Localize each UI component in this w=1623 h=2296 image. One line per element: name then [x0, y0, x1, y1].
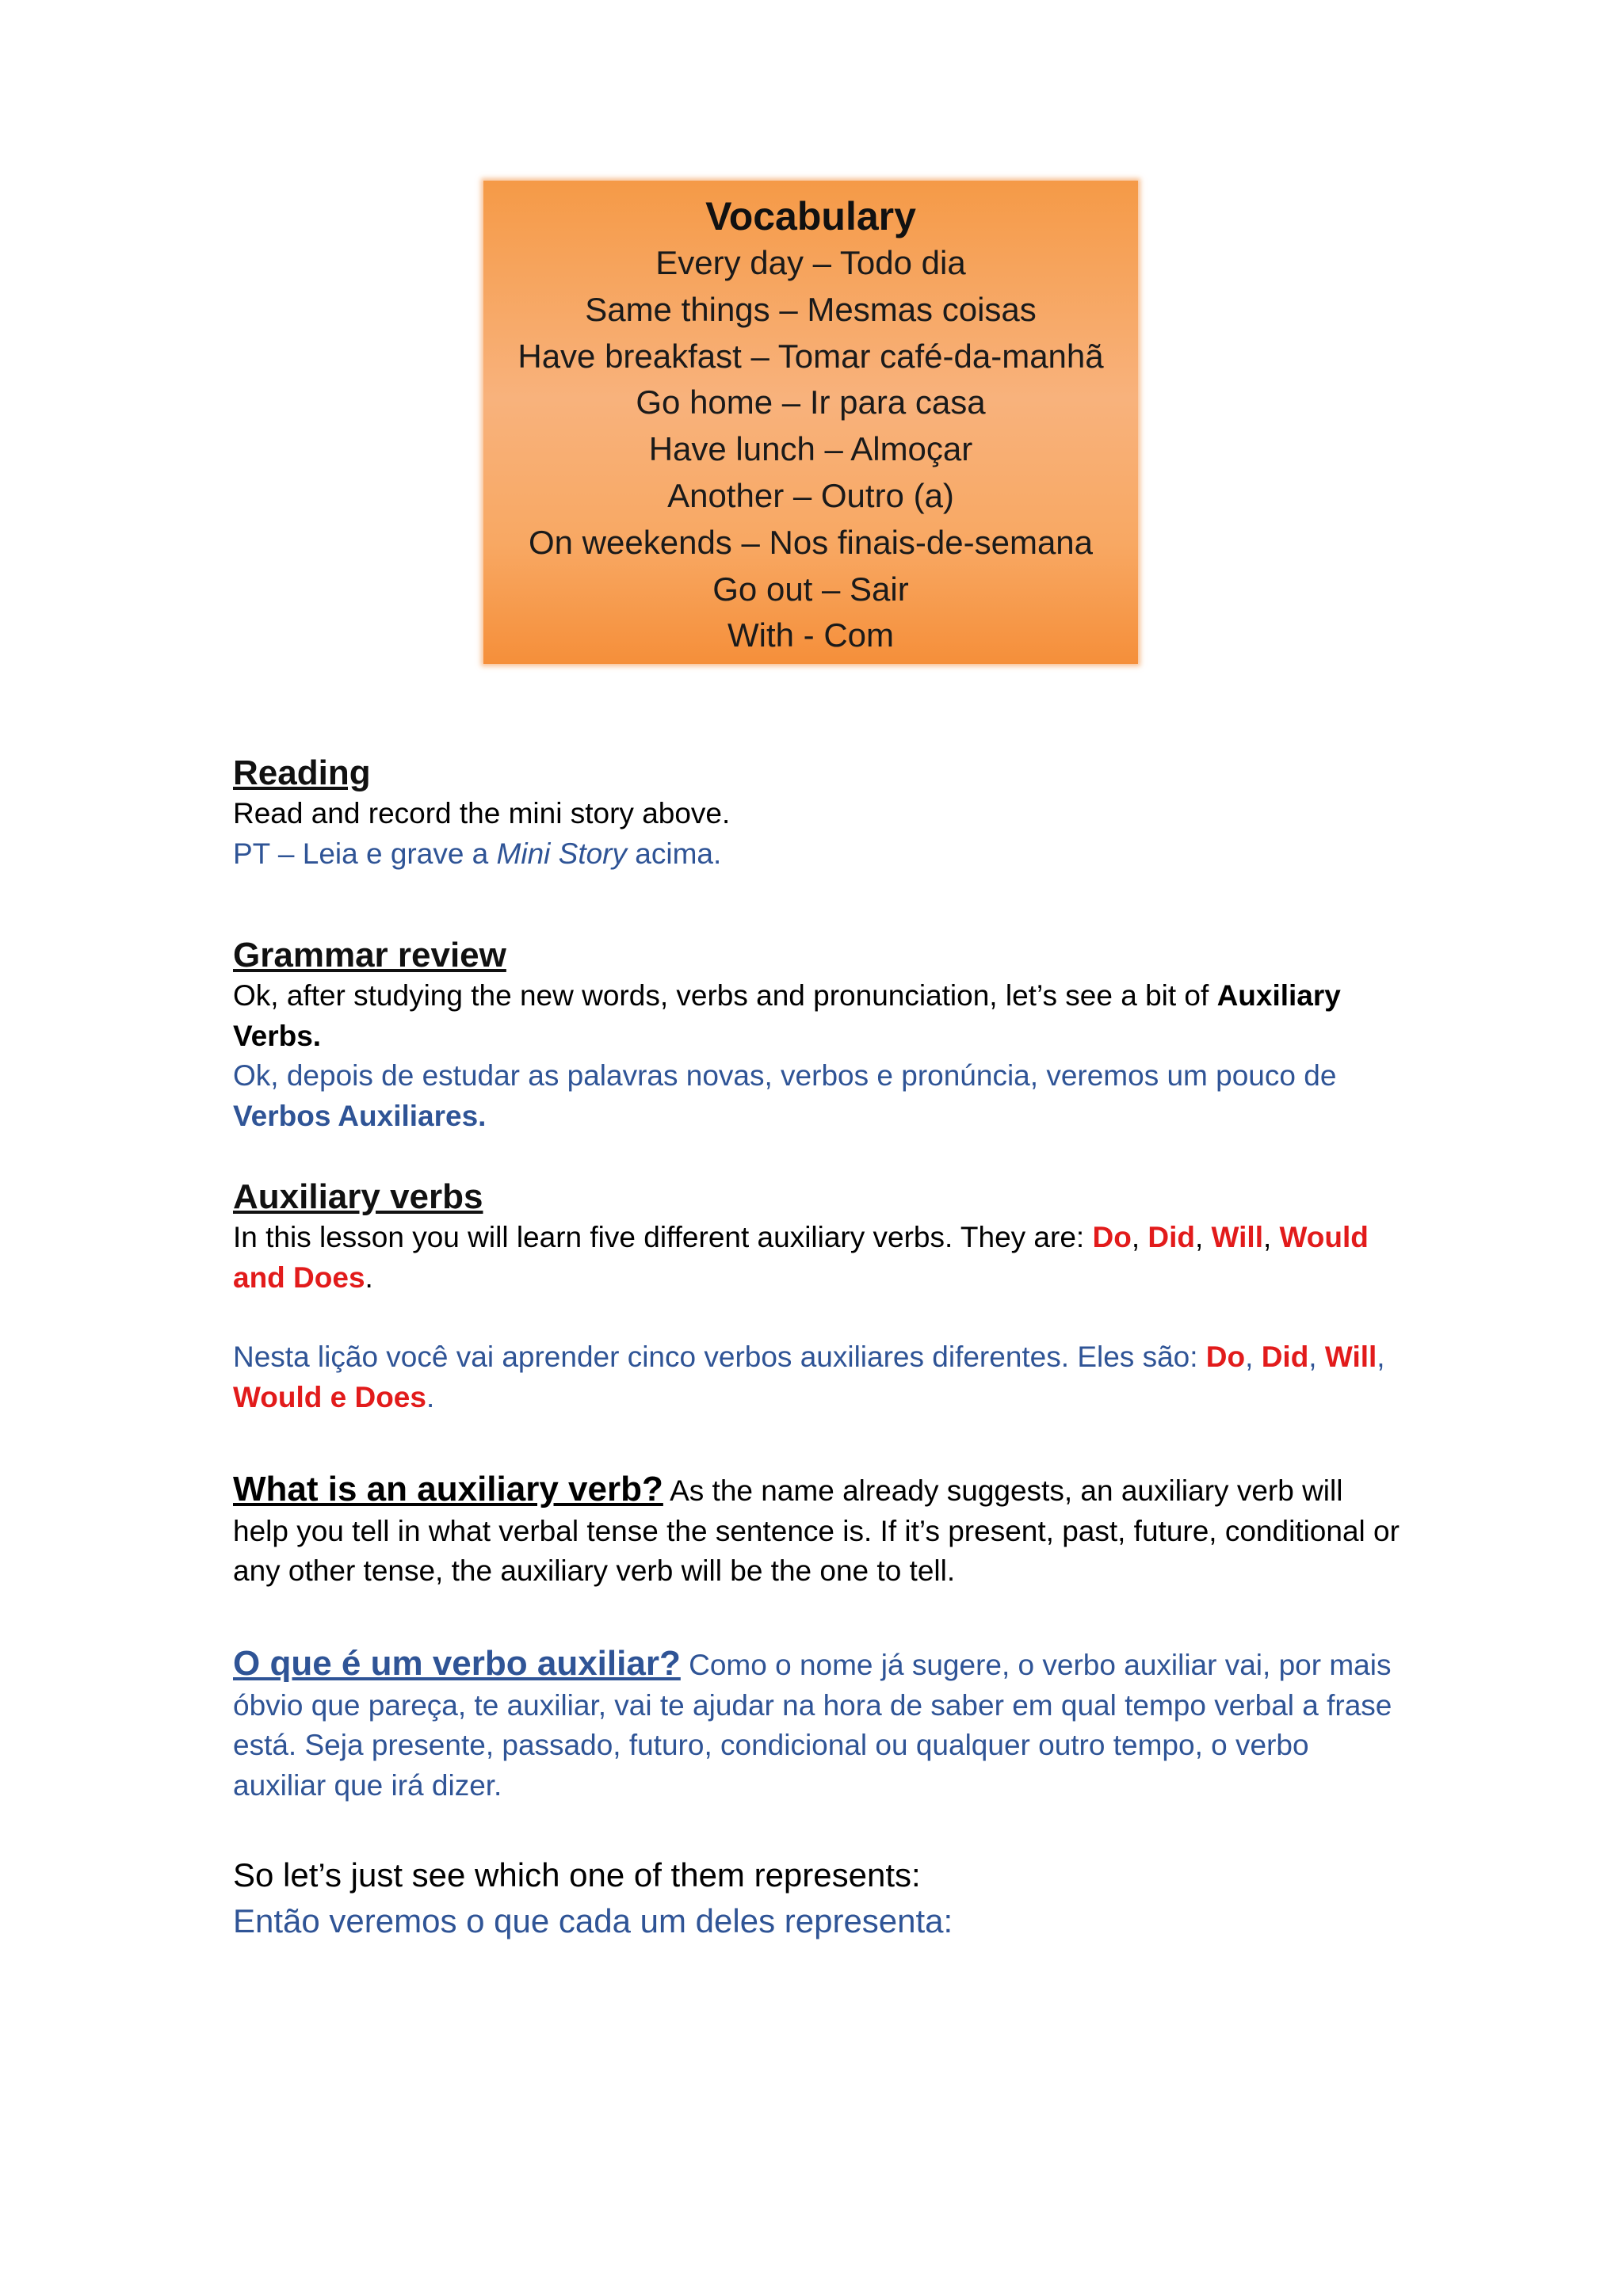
- grammar-review-pt-bold: Verbos Auxiliares.: [233, 1099, 487, 1132]
- reading-pt-prefix: PT – Leia e grave a: [233, 837, 497, 870]
- verb-would-e-does: Would e Does: [233, 1380, 426, 1413]
- what-is-pt: [233, 1644, 1406, 1806]
- auxiliary-verbs-section: [233, 1177, 1406, 1417]
- grammar-review-heading: Grammar review: [233, 936, 506, 974]
- closing-section: [233, 1852, 1406, 1944]
- reading-instruction-pt: [233, 834, 1406, 875]
- vocabulary-item: Have breakfast – Tomar café-da-manhã: [517, 337, 1104, 375]
- reading-pt-suffix: acima.: [627, 837, 722, 870]
- auxiliary-verbs-en: [233, 1218, 1406, 1298]
- what-is-pt-heading: O que é um verbo auxiliar?: [233, 1644, 681, 1683]
- reading-pt-italic: Mini Story: [496, 837, 628, 870]
- grammar-review-en-bold: Auxiliary Verbs.: [233, 979, 1341, 1052]
- what-is-en-text: As the name already suggests, an auxiliary verb will help you tell in what verbal tense the sentence is. If it’s present, past, future, conditional or any other tense, the auxiliary verb will be the one to tell.: [233, 1474, 1400, 1587]
- what-is-pt-paragraph: [233, 1644, 1406, 1806]
- vocabulary-item: Go out – Sair: [712, 570, 909, 608]
- verb-would-does: Would and Does: [233, 1221, 1369, 1294]
- verb-will: Will: [1211, 1221, 1263, 1253]
- period: .: [365, 1261, 373, 1294]
- reading-heading: Reading: [233, 753, 371, 792]
- auxiliary-verbs-en-text: In this lesson you will learn five different auxiliary verbs. They are:: [233, 1221, 1093, 1253]
- comma: ,: [1262, 1221, 1280, 1253]
- what-is-pt-text: Como o nome já sugere, o verbo auxiliar vai, por mais óbvio que pareça, te auxiliar, vai te ajudar na hora de saber em qual tempo verbal a frase está. Seja presente, passado, futuro, condicional ou qualquer outro tempo, o verbo auxiliar que irá dizer.: [233, 1649, 1392, 1802]
- reading-section: [233, 753, 1406, 874]
- auxiliary-verbs-pt-text: Nesta lição você vai aprender cinco verbos auxiliares diferentes. Eles são:: [233, 1341, 1206, 1373]
- vocabulary-item: Have lunch – Almoçar: [648, 430, 973, 468]
- grammar-review-pt: [233, 1056, 1406, 1136]
- vocabulary-box: [483, 181, 1138, 664]
- comma: ,: [1131, 1221, 1148, 1253]
- reading-instruction-en: Read and record the mini story above.: [233, 797, 731, 830]
- comma: ,: [1308, 1341, 1325, 1373]
- what-is-en: [233, 1470, 1406, 1592]
- what-is-en-paragraph: [233, 1470, 1406, 1592]
- auxiliary-verbs-heading: Auxiliary verbs: [233, 1177, 483, 1216]
- vocabulary-item: On weekends – Nos finais-de-semana: [528, 523, 1094, 561]
- auxiliary-verbs-pt: [233, 1337, 1406, 1417]
- comma: ,: [1245, 1341, 1262, 1373]
- comma: ,: [1194, 1221, 1212, 1253]
- closing-pt: Então veremos o que cada um deles representa:: [233, 1902, 953, 1939]
- grammar-review-section: [233, 935, 1406, 1136]
- vocabulary-item: Another – Outro (a): [667, 476, 954, 514]
- vocabulary-item: Go home – Ir para casa: [636, 383, 986, 421]
- grammar-review-en-text: Ok, after studying the new words, verbs and pronunciation, let’s see a bit of: [233, 979, 1217, 1012]
- verb-will: Will: [1324, 1341, 1377, 1373]
- verb-do: Do: [1092, 1221, 1132, 1253]
- grammar-review-pt-text: Ok, depois de estudar as palavras novas, verbos e pronúncia, veremos um pouco de: [233, 1059, 1337, 1092]
- comma: ,: [1377, 1341, 1385, 1373]
- vocabulary-item: With - Com: [727, 616, 894, 654]
- verb-do: Do: [1205, 1341, 1246, 1373]
- grammar-review-en: [233, 976, 1406, 1056]
- vocabulary-item: Same things – Mesmas coisas: [585, 290, 1037, 328]
- closing-en: So let’s just see which one of them represents:: [233, 1856, 921, 1894]
- period: .: [426, 1380, 435, 1413]
- what-is-en-heading: What is an auxiliary verb?: [233, 1470, 663, 1508]
- vocabulary-title: Vocabulary: [705, 194, 916, 238]
- vocabulary-item: Every day – Todo dia: [655, 244, 966, 281]
- verb-did: Did: [1148, 1221, 1195, 1253]
- verb-did: Did: [1261, 1341, 1309, 1373]
